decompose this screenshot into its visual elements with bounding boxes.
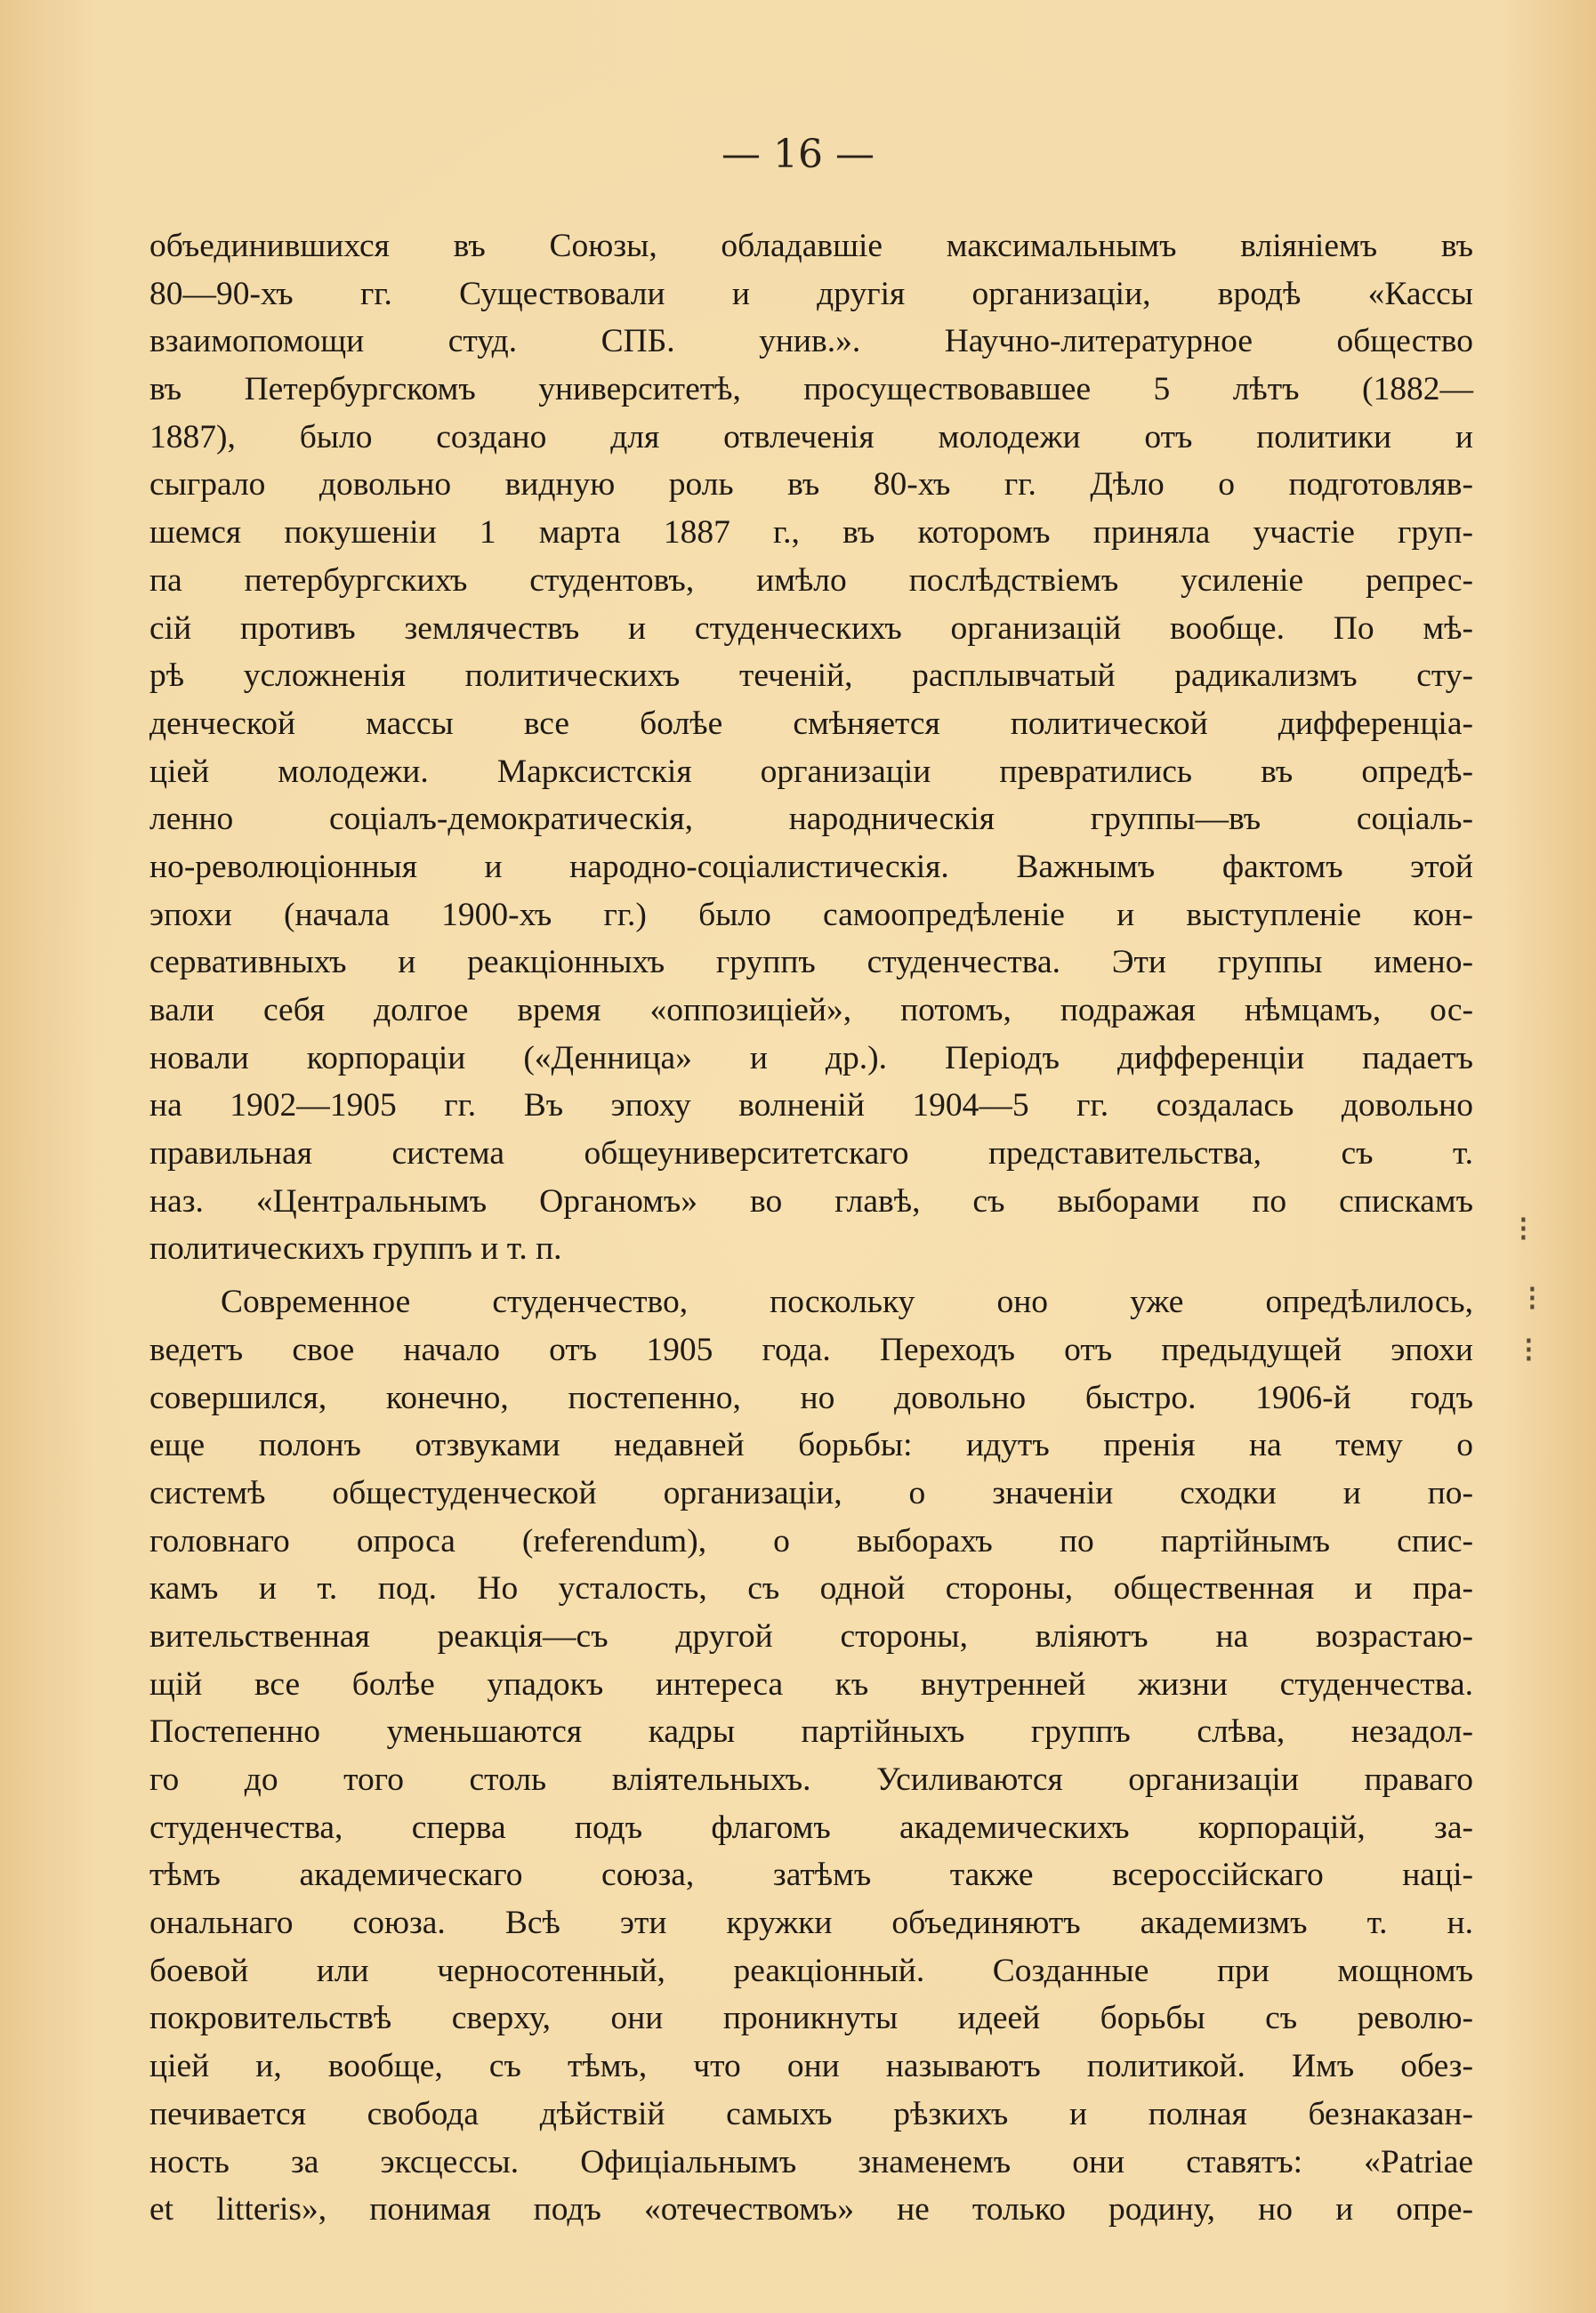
text-line: ность за эксцессы. Офиціальнымъ знаменемъ они ставятъ: «Patriae xyxy=(149,2143,1473,2180)
text-line: го до того столь вліятельныхъ. Усиливаются организаціи праваго xyxy=(149,1761,1473,1798)
text-line: эпохи (начала 1900-хъ гг.) было самоопредѣленіе и выступленіе кон- xyxy=(149,896,1473,933)
text-line: объединившихся въ Союзы, обладавшіе максимальнымъ вліяніемъ въ xyxy=(149,228,1473,264)
text-line: печивается свобода дѣйствій самыхъ рѣзкихъ и полная безнаказан- xyxy=(149,2095,1473,2132)
text-line: Постепенно уменьшаются кадры партійныхъ группъ слѣва, незадол- xyxy=(149,1713,1473,1751)
text-line: новали корпораціи («Денница» и др.). Періодъ дифференціи падаетъ xyxy=(149,1039,1473,1076)
text-line: студенчества, сперва подъ флагомъ академическихъ корпорацій, за- xyxy=(149,1809,1473,1846)
page-number: — 16 — xyxy=(721,132,875,177)
margin-mark: ⁝ xyxy=(1527,1278,1538,1319)
text-line: сервативныхъ и реакціонныхъ группъ студенчества. Эти группы имено- xyxy=(149,944,1473,981)
text-line: щій все болѣе упадокъ интереса къ внутренней жизни студенчества. xyxy=(149,1665,1473,1703)
text-line: въ Петербургскомъ университетѣ, просуществовавшее 5 лѣтъ (1882— xyxy=(149,371,1473,408)
text-line: камъ и т. под. Но усталость, съ одной стороны, общественная и пра- xyxy=(149,1570,1473,1608)
text-line: еще полонъ отзвуками недавней борьбы: идутъ пренія на тему о xyxy=(149,1427,1473,1464)
body-text xyxy=(149,222,1473,2234)
text-line: тѣмъ академическаго союза, затѣмъ также всероссійскаго наці- xyxy=(149,1857,1473,1894)
text-line: шемся покушеніи 1 марта 1887 г., въ которомъ приняла участіе груп- xyxy=(149,514,1473,552)
text-line: ціей и, вообще, съ тѣмъ, что они называютъ политикой. Имъ обез- xyxy=(149,2048,1473,2085)
text-line: денческой массы все болѣе смѣняется политической дифференціа- xyxy=(149,705,1473,742)
text-line: 1887), было создано для отвлеченія молодежи отъ политики и xyxy=(149,418,1473,455)
text-line: сій противъ землячествъ и студенческихъ организацій вообще. По мѣ- xyxy=(149,609,1473,647)
text-line: но-революціонныя и народно-соціалистическія. Важнымъ фактомъ этой xyxy=(149,848,1473,885)
text-line: ведетъ свое начало отъ 1905 года. Переходъ отъ предыдущей эпохи xyxy=(149,1331,1473,1368)
text-line: ленно соціалъ-демократическія, народническія группы—въ соціаль- xyxy=(149,801,1473,838)
text-line: et litteris», понимая подъ «отечествомъ» не только родину, но и опре- xyxy=(149,2191,1473,2228)
text-line: политическихъ группъ и т. п. xyxy=(149,1230,562,1268)
text-line: совершился, конечно, постепенно, но довольно быстро. 1906-й годъ xyxy=(149,1379,1473,1416)
text-line: наз. «Центральнымъ Органомъ» во главѣ, съ выборами по спискамъ xyxy=(149,1182,1473,1220)
text-line: вали себя долгое время «оппозиціей», потомъ, подражая нѣмцамъ, ос- xyxy=(149,992,1473,1028)
text-line: Современное студенчество, поскольку оно уже опредѣлилось, xyxy=(221,1284,1473,1321)
paragraph-1 xyxy=(149,222,1473,1273)
text-line: па петербургскихъ студентовъ, имѣло послѣдствіемъ усиленіе репрес- xyxy=(149,561,1473,599)
text-line: ціей молодежи. Марксистскія организаціи превратились въ опредѣ- xyxy=(149,753,1473,790)
text-line: системѣ общестуденческой организаціи, о значеніи сходки и по- xyxy=(149,1474,1473,1511)
paragraph-2 xyxy=(149,1278,1473,2234)
text-line: рѣ усложненія политическихъ теченій, расплывчатый радикализмъ сту- xyxy=(149,657,1473,695)
text-line: вительственная реакція—съ другой стороны, вліяютъ на возрастаю- xyxy=(149,1617,1473,1655)
text-line: боевой или черносотенный, реакціонный. Созданные при мощномъ xyxy=(149,1952,1473,1989)
text-line: головнаго опроса (referendum), о выборахъ по партійнымъ спис- xyxy=(149,1522,1473,1559)
text-line: взаимопомощи студ. СПБ. унив.». Научно-литературное общество xyxy=(149,323,1473,360)
text-line: покровительствѣ сверху, они проникнуты идеей борьбы съ револю- xyxy=(149,2000,1473,2037)
text-line: сыграло довольно видную роль въ 80-хъ гг. Дѣло о подготовляв- xyxy=(149,466,1473,504)
margin-mark: ⁝ xyxy=(1518,1209,1529,1250)
text-line: ональнаго союза. Всѣ эти кружки объединяютъ академизмъ т. н. xyxy=(149,1905,1473,1942)
text-line: правильная система общеуниверситетскаго представительства, съ т. xyxy=(149,1135,1473,1173)
text-line: на 1902—1905 гг. Въ эпоху волненій 1904—5 гг. создалась довольно xyxy=(149,1087,1473,1124)
text-line: 80—90-хъ гг. Существовали и другія организаціи, вродѣ «Кассы xyxy=(149,275,1473,312)
margin-mark: ⁝ xyxy=(1523,1330,1535,1371)
